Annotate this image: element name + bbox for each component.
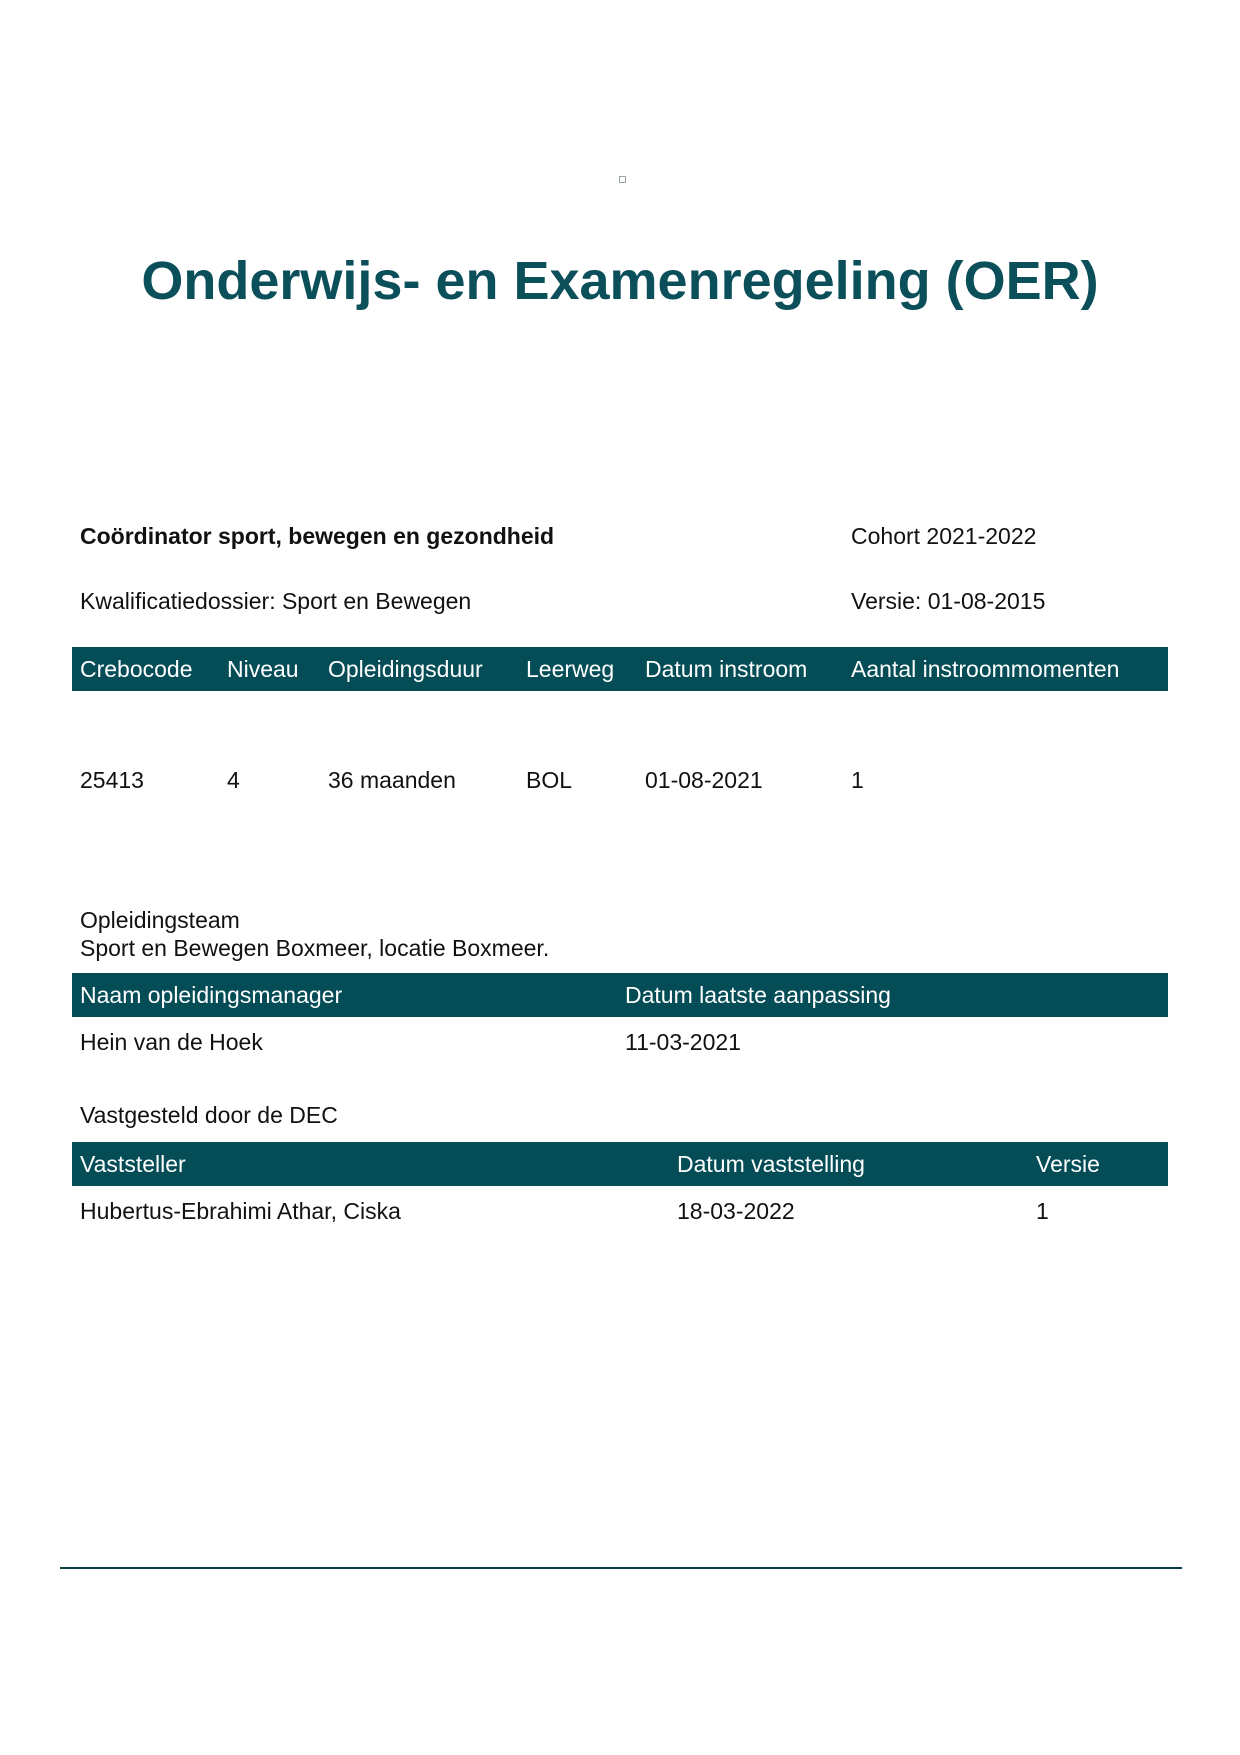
cell-versie: 1 xyxy=(1036,1198,1049,1224)
program-name: Coördinator sport, bewegen en gezondheid xyxy=(80,523,555,549)
cell-last-modified: 11-03-2021 xyxy=(625,1029,741,1055)
table-row xyxy=(72,1189,1168,1233)
page-title: Onderwijs- en Examenregeling (OER) xyxy=(141,251,1099,311)
header-naam-opleidingsmanager: Naam opleidingsmanager xyxy=(80,982,343,1008)
cell-crebocode: 25413 xyxy=(80,767,144,793)
header-crebocode: Crebocode xyxy=(80,656,193,682)
footer-divider xyxy=(60,1567,1182,1569)
header-datum-vaststelling: Datum vaststelling xyxy=(677,1151,865,1177)
cell-manager-name: Hein van de Hoek xyxy=(80,1029,263,1055)
table-row xyxy=(72,758,1168,802)
header-leerweg: Leerweg xyxy=(526,656,615,682)
cell-datum-instroom: 01-08-2021 xyxy=(645,767,763,793)
team-label: Opleidingsteam xyxy=(80,907,240,933)
page-marker xyxy=(619,176,626,183)
header-opleidingsduur: Opleidingsduur xyxy=(328,656,483,682)
team-value: Sport en Bewegen Boxmeer, locatie Boxmeer. xyxy=(80,935,550,961)
cohort-label: Cohort 2021-2022 xyxy=(851,523,1037,549)
header-niveau: Niveau xyxy=(227,656,299,682)
program-table-header xyxy=(72,647,1168,691)
dec-table-header xyxy=(72,1142,1168,1186)
manager-table-header xyxy=(72,973,1168,1017)
table-row xyxy=(72,1020,1168,1064)
header-datum-instroom: Datum instroom xyxy=(645,656,808,682)
dossier-version: Versie: 01-08-2015 xyxy=(851,588,1046,614)
cell-niveau: 4 xyxy=(227,767,240,793)
header-datum-laatste-aanpassing: Datum laatste aanpassing xyxy=(625,982,891,1008)
header-versie: Versie xyxy=(1036,1151,1100,1177)
cell-datum-vaststelling: 18-03-2022 xyxy=(677,1198,795,1224)
dec-label: Vastgesteld door de DEC xyxy=(80,1102,338,1128)
qualification-dossier: Kwalificatiedossier: Sport en Bewegen xyxy=(80,588,472,614)
cell-aantal-instroommomenten: 1 xyxy=(851,767,864,793)
header-aantal-instroommomenten: Aantal instroommomenten xyxy=(851,656,1120,682)
header-vaststeller: Vaststeller xyxy=(80,1151,186,1177)
cell-leerweg: BOL xyxy=(526,767,573,793)
cell-vaststeller: Hubertus-Ebrahimi Athar, Ciska xyxy=(80,1198,401,1224)
cell-opleidingsduur: 36 maanden xyxy=(328,767,456,793)
